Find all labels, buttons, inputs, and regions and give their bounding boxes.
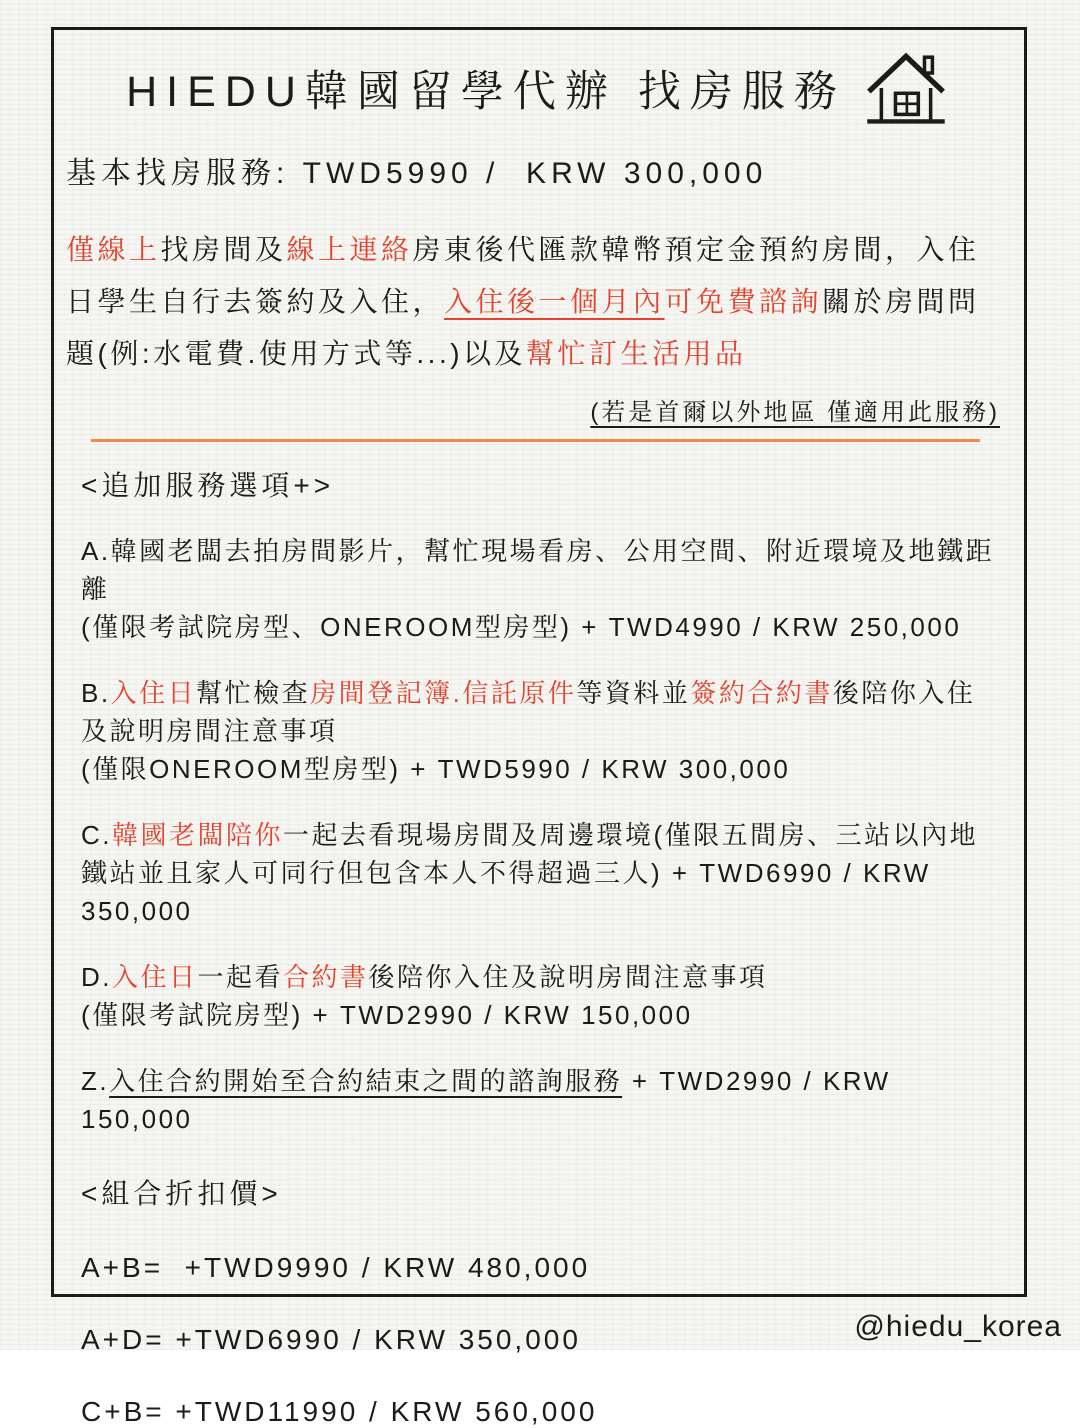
- item-b-text-3: 後陪你入住及說明房間注意事項: [81, 678, 976, 746]
- addon-item-d: [81, 958, 998, 1034]
- intro-text-2: 房東後代匯款韓幣預定金預約房間，入住日學生自行去簽約及入住，: [66, 234, 980, 317]
- combo-row-c-b: C+B= +TWD11990 / KRW 560,000: [81, 1396, 598, 1427]
- item-a-price: (僅限考試院房型、ONEROOM型房型) + TWD4990 / KRW 250,000: [81, 612, 962, 642]
- item-b-highlight-registry: 房間登記簿.信託原件: [310, 678, 577, 708]
- orange-divider: [91, 439, 980, 442]
- item-d-text-1: 一起看: [197, 962, 284, 992]
- intro-highlight-online-only: 僅線上: [66, 234, 161, 265]
- intro-highlight-online-contact: 線上連絡: [286, 234, 413, 265]
- item-z-underlined-text: 入住合約開始至合約結束之間的諮詢服務: [109, 1066, 623, 1096]
- intro-paragraph: [66, 224, 1006, 380]
- item-z-price: + TWD2990 / KRW 150,000: [81, 1066, 901, 1134]
- item-d-highlight-contract: 合約書: [283, 962, 369, 992]
- addons-heading: <追加服務選項+>: [81, 470, 335, 501]
- item-b-price: (僅限ONEROOM型房型) + TWD5990 / KRW 300,000: [81, 754, 791, 784]
- item-d-prefix: D.: [81, 962, 112, 992]
- addon-item-a: [81, 532, 998, 646]
- item-a-text: A.韓國老闆去拍房間影片，幫忙現場看房、公用空間、附近環境及地鐵距離: [81, 536, 995, 604]
- addon-item-z: [81, 1062, 998, 1138]
- item-c-prefix: C.: [81, 820, 112, 850]
- header: [66, 46, 1010, 130]
- item-c-text: 一起去看現場房間及周邊環境(僅限五間房、三站以內地鐵站並且家人可同行但包含本人不得超過三人) + TWD6990 / KRW 350,000: [81, 820, 979, 926]
- item-d-highlight-movein-day: 入住日: [112, 962, 198, 992]
- region-note-text: (若是首爾以外地區 僅適用此服務): [590, 399, 1000, 426]
- combo-heading: <組合折扣價>: [81, 1178, 282, 1209]
- instagram-handle: @hiedu_korea: [854, 1310, 1062, 1343]
- intro-text-3: 關於房間問題(例:水電費.使用方式等...)以及: [66, 286, 980, 369]
- intro-text-1: 找房間及: [160, 234, 287, 265]
- intro-highlight-supplies: 幫忙訂生活用品: [526, 338, 747, 369]
- item-z-prefix: Z.: [81, 1066, 110, 1096]
- item-d-price: (僅限考試院房型) + TWD2990 / KRW 150,000: [81, 1000, 693, 1030]
- intro-highlight-free-consult: 可免費諮詢: [664, 286, 823, 317]
- item-b-highlight-movein-day: 入住日: [110, 678, 197, 708]
- combo-row-a-b: A+B= +TWD9990 / KRW 480,000: [81, 1252, 591, 1283]
- region-note: [66, 392, 1000, 427]
- addon-item-c: [81, 816, 998, 930]
- intro-highlight-one-month: 入住後一個月內: [444, 286, 665, 317]
- combo-row-a-d: A+D= +TWD6990 / KRW 350,000: [81, 1324, 581, 1355]
- addon-item-b: [81, 674, 998, 788]
- item-b-prefix: B.: [81, 678, 111, 708]
- item-c-highlight-boss-accompany: 韓國老闆陪你: [112, 820, 284, 850]
- house-icon: [862, 48, 950, 128]
- item-d-text-2: 後陪你入住及說明房間注意事項: [368, 962, 768, 992]
- page-title: HIEDU韓國留學代辦 找房服務: [126, 67, 846, 116]
- item-b-highlight-contract: 簽約合約書: [690, 678, 833, 708]
- item-b-text-2: 等資料並: [576, 678, 691, 708]
- basic-price-line: 基本找房服務: TWD5990 / KRW 300,000: [66, 157, 768, 190]
- item-b-text-1: 幫忙檢查: [196, 678, 311, 708]
